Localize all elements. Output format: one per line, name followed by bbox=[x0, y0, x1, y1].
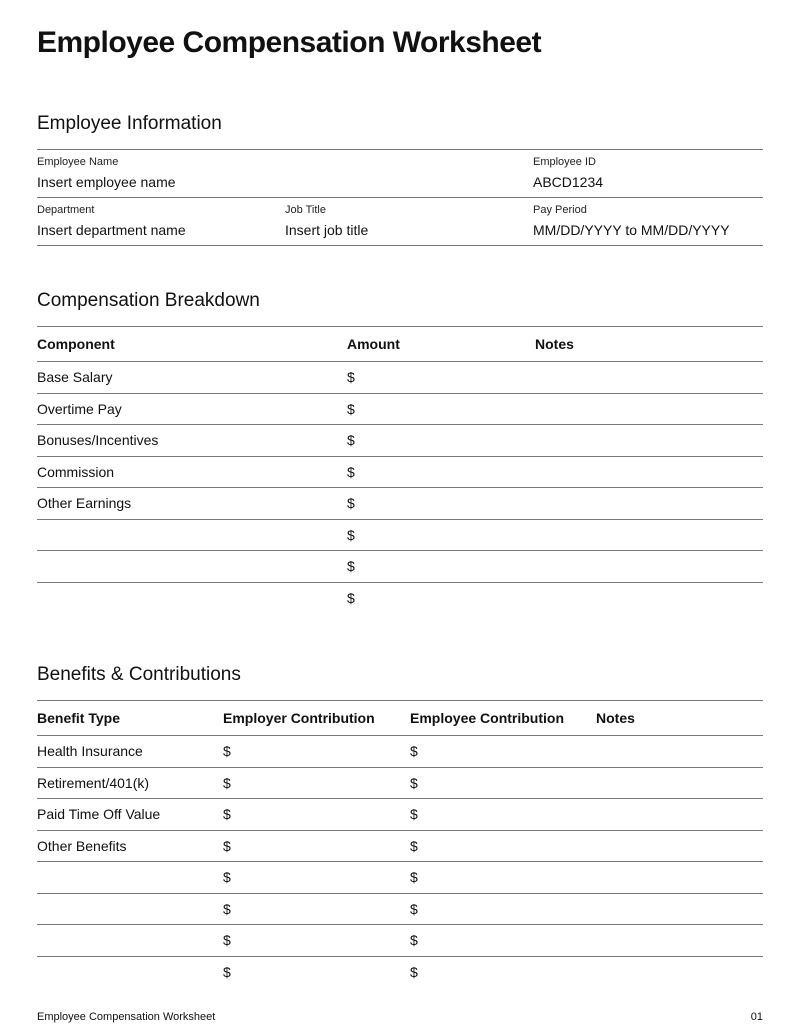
employee-cell[interactable]: $ bbox=[410, 925, 596, 957]
divider bbox=[37, 245, 763, 246]
notes-cell[interactable] bbox=[535, 456, 763, 488]
department-label: Department bbox=[37, 204, 95, 216]
employee-cell[interactable]: $ bbox=[410, 799, 596, 831]
type-cell[interactable] bbox=[37, 925, 223, 957]
compensation-table bbox=[37, 326, 763, 613]
component-cell[interactable] bbox=[37, 582, 347, 613]
type-cell[interactable] bbox=[37, 862, 223, 894]
component-cell[interactable]: Base Salary bbox=[37, 362, 347, 394]
table-row bbox=[37, 519, 763, 551]
table-row bbox=[37, 830, 763, 862]
table-row bbox=[37, 862, 763, 894]
notes-cell[interactable] bbox=[596, 862, 763, 894]
table-row bbox=[37, 925, 763, 957]
table-row bbox=[37, 956, 763, 987]
employee-cell[interactable]: $ bbox=[410, 830, 596, 862]
notes-cell[interactable] bbox=[535, 551, 763, 583]
component-cell[interactable] bbox=[37, 519, 347, 551]
component-cell[interactable]: Commission bbox=[37, 456, 347, 488]
column-header: Benefit Type bbox=[37, 701, 223, 736]
notes-cell[interactable] bbox=[596, 893, 763, 925]
component-cell[interactable] bbox=[37, 551, 347, 583]
amount-cell[interactable]: $ bbox=[347, 456, 535, 488]
employer-cell[interactable]: $ bbox=[223, 963, 231, 980]
amount-cell[interactable]: $ bbox=[347, 362, 535, 394]
employer-cell[interactable]: $ bbox=[223, 799, 410, 831]
notes-cell[interactable] bbox=[535, 393, 763, 425]
job-title-label: Job Title bbox=[285, 204, 326, 216]
table-row bbox=[37, 488, 763, 520]
component-cell[interactable]: Bonuses/Incentives bbox=[37, 425, 347, 457]
component-cell[interactable]: Overtime Pay bbox=[37, 393, 347, 425]
amount-cell[interactable]: $ bbox=[347, 519, 535, 551]
column-header: Employee Contribution bbox=[410, 701, 596, 736]
table-row bbox=[37, 362, 763, 394]
notes-cell[interactable] bbox=[596, 799, 763, 831]
table-row bbox=[37, 425, 763, 457]
notes-cell[interactable] bbox=[535, 425, 763, 457]
table-row bbox=[37, 893, 763, 925]
type-cell[interactable]: Paid Time Off Value bbox=[37, 799, 223, 831]
type-cell[interactable] bbox=[37, 956, 223, 987]
benefits-heading: Benefits & Contributions bbox=[37, 664, 241, 685]
column-header: Employer Contribution bbox=[223, 701, 410, 736]
amount-cell[interactable]: $ bbox=[347, 393, 535, 425]
table-row bbox=[37, 393, 763, 425]
component-cell[interactable]: Other Earnings bbox=[37, 488, 347, 520]
notes-cell[interactable] bbox=[596, 736, 763, 768]
employee-cell[interactable]: $ bbox=[410, 963, 418, 980]
divider bbox=[37, 149, 763, 150]
department-field[interactable]: Insert department name bbox=[37, 222, 186, 238]
type-cell[interactable]: Other Benefits bbox=[37, 830, 223, 862]
employee-info-heading: Employee Information bbox=[37, 113, 222, 134]
notes-cell[interactable] bbox=[596, 830, 763, 862]
amount-cell[interactable]: $ bbox=[347, 589, 355, 606]
column-header: Notes bbox=[596, 701, 763, 736]
footer-title: Employee Compensation Worksheet bbox=[37, 1011, 216, 1023]
notes-cell[interactable] bbox=[596, 956, 763, 987]
employee-cell[interactable]: $ bbox=[410, 893, 596, 925]
table-row bbox=[37, 767, 763, 799]
employer-cell[interactable]: $ bbox=[223, 736, 410, 768]
employer-cell[interactable]: $ bbox=[223, 862, 410, 894]
pay-period-label: Pay Period bbox=[533, 204, 587, 216]
employee-id-field[interactable]: ABCD1234 bbox=[533, 174, 604, 190]
amount-cell[interactable]: $ bbox=[347, 551, 535, 583]
employee-name-field[interactable]: Insert employee name bbox=[37, 174, 176, 190]
table-row bbox=[37, 582, 763, 613]
type-cell[interactable]: Health Insurance bbox=[37, 736, 223, 768]
pay-period-field[interactable]: MM/DD/YYYY to MM/DD/YYYY bbox=[533, 222, 730, 238]
type-cell[interactable]: Retirement/401(k) bbox=[37, 767, 223, 799]
employee-cell[interactable]: $ bbox=[410, 862, 596, 894]
notes-cell[interactable] bbox=[535, 488, 763, 520]
column-header: Amount bbox=[347, 327, 535, 362]
employee-name-label: Employee Name bbox=[37, 156, 119, 168]
compensation-heading: Compensation Breakdown bbox=[37, 290, 260, 311]
amount-cell[interactable]: $ bbox=[347, 425, 535, 457]
divider bbox=[37, 197, 763, 198]
table-header bbox=[37, 701, 763, 736]
employer-cell[interactable]: $ bbox=[223, 767, 410, 799]
type-cell[interactable] bbox=[37, 893, 223, 925]
notes-cell[interactable] bbox=[535, 362, 763, 394]
notes-cell[interactable] bbox=[535, 582, 763, 613]
employee-id-label: Employee ID bbox=[533, 156, 596, 168]
job-title-field[interactable]: Insert job title bbox=[285, 222, 369, 238]
page-title: Employee Compensation Worksheet bbox=[37, 26, 542, 59]
table-row bbox=[37, 799, 763, 831]
employer-cell[interactable]: $ bbox=[223, 830, 410, 862]
table-row bbox=[37, 736, 763, 768]
column-header: Notes bbox=[535, 327, 763, 362]
notes-cell[interactable] bbox=[596, 925, 763, 957]
table-header bbox=[37, 327, 763, 362]
column-header: Component bbox=[37, 327, 347, 362]
benefits-table bbox=[37, 700, 763, 987]
table-row bbox=[37, 551, 763, 583]
page-number: 01 bbox=[750, 1011, 763, 1023]
notes-cell[interactable] bbox=[535, 519, 763, 551]
employer-cell[interactable]: $ bbox=[223, 925, 410, 957]
table-row bbox=[37, 456, 763, 488]
notes-cell[interactable] bbox=[596, 767, 763, 799]
employer-cell[interactable]: $ bbox=[223, 893, 410, 925]
employee-cell[interactable]: $ bbox=[410, 736, 596, 768]
employee-cell[interactable]: $ bbox=[410, 767, 596, 799]
amount-cell[interactable]: $ bbox=[347, 488, 535, 520]
